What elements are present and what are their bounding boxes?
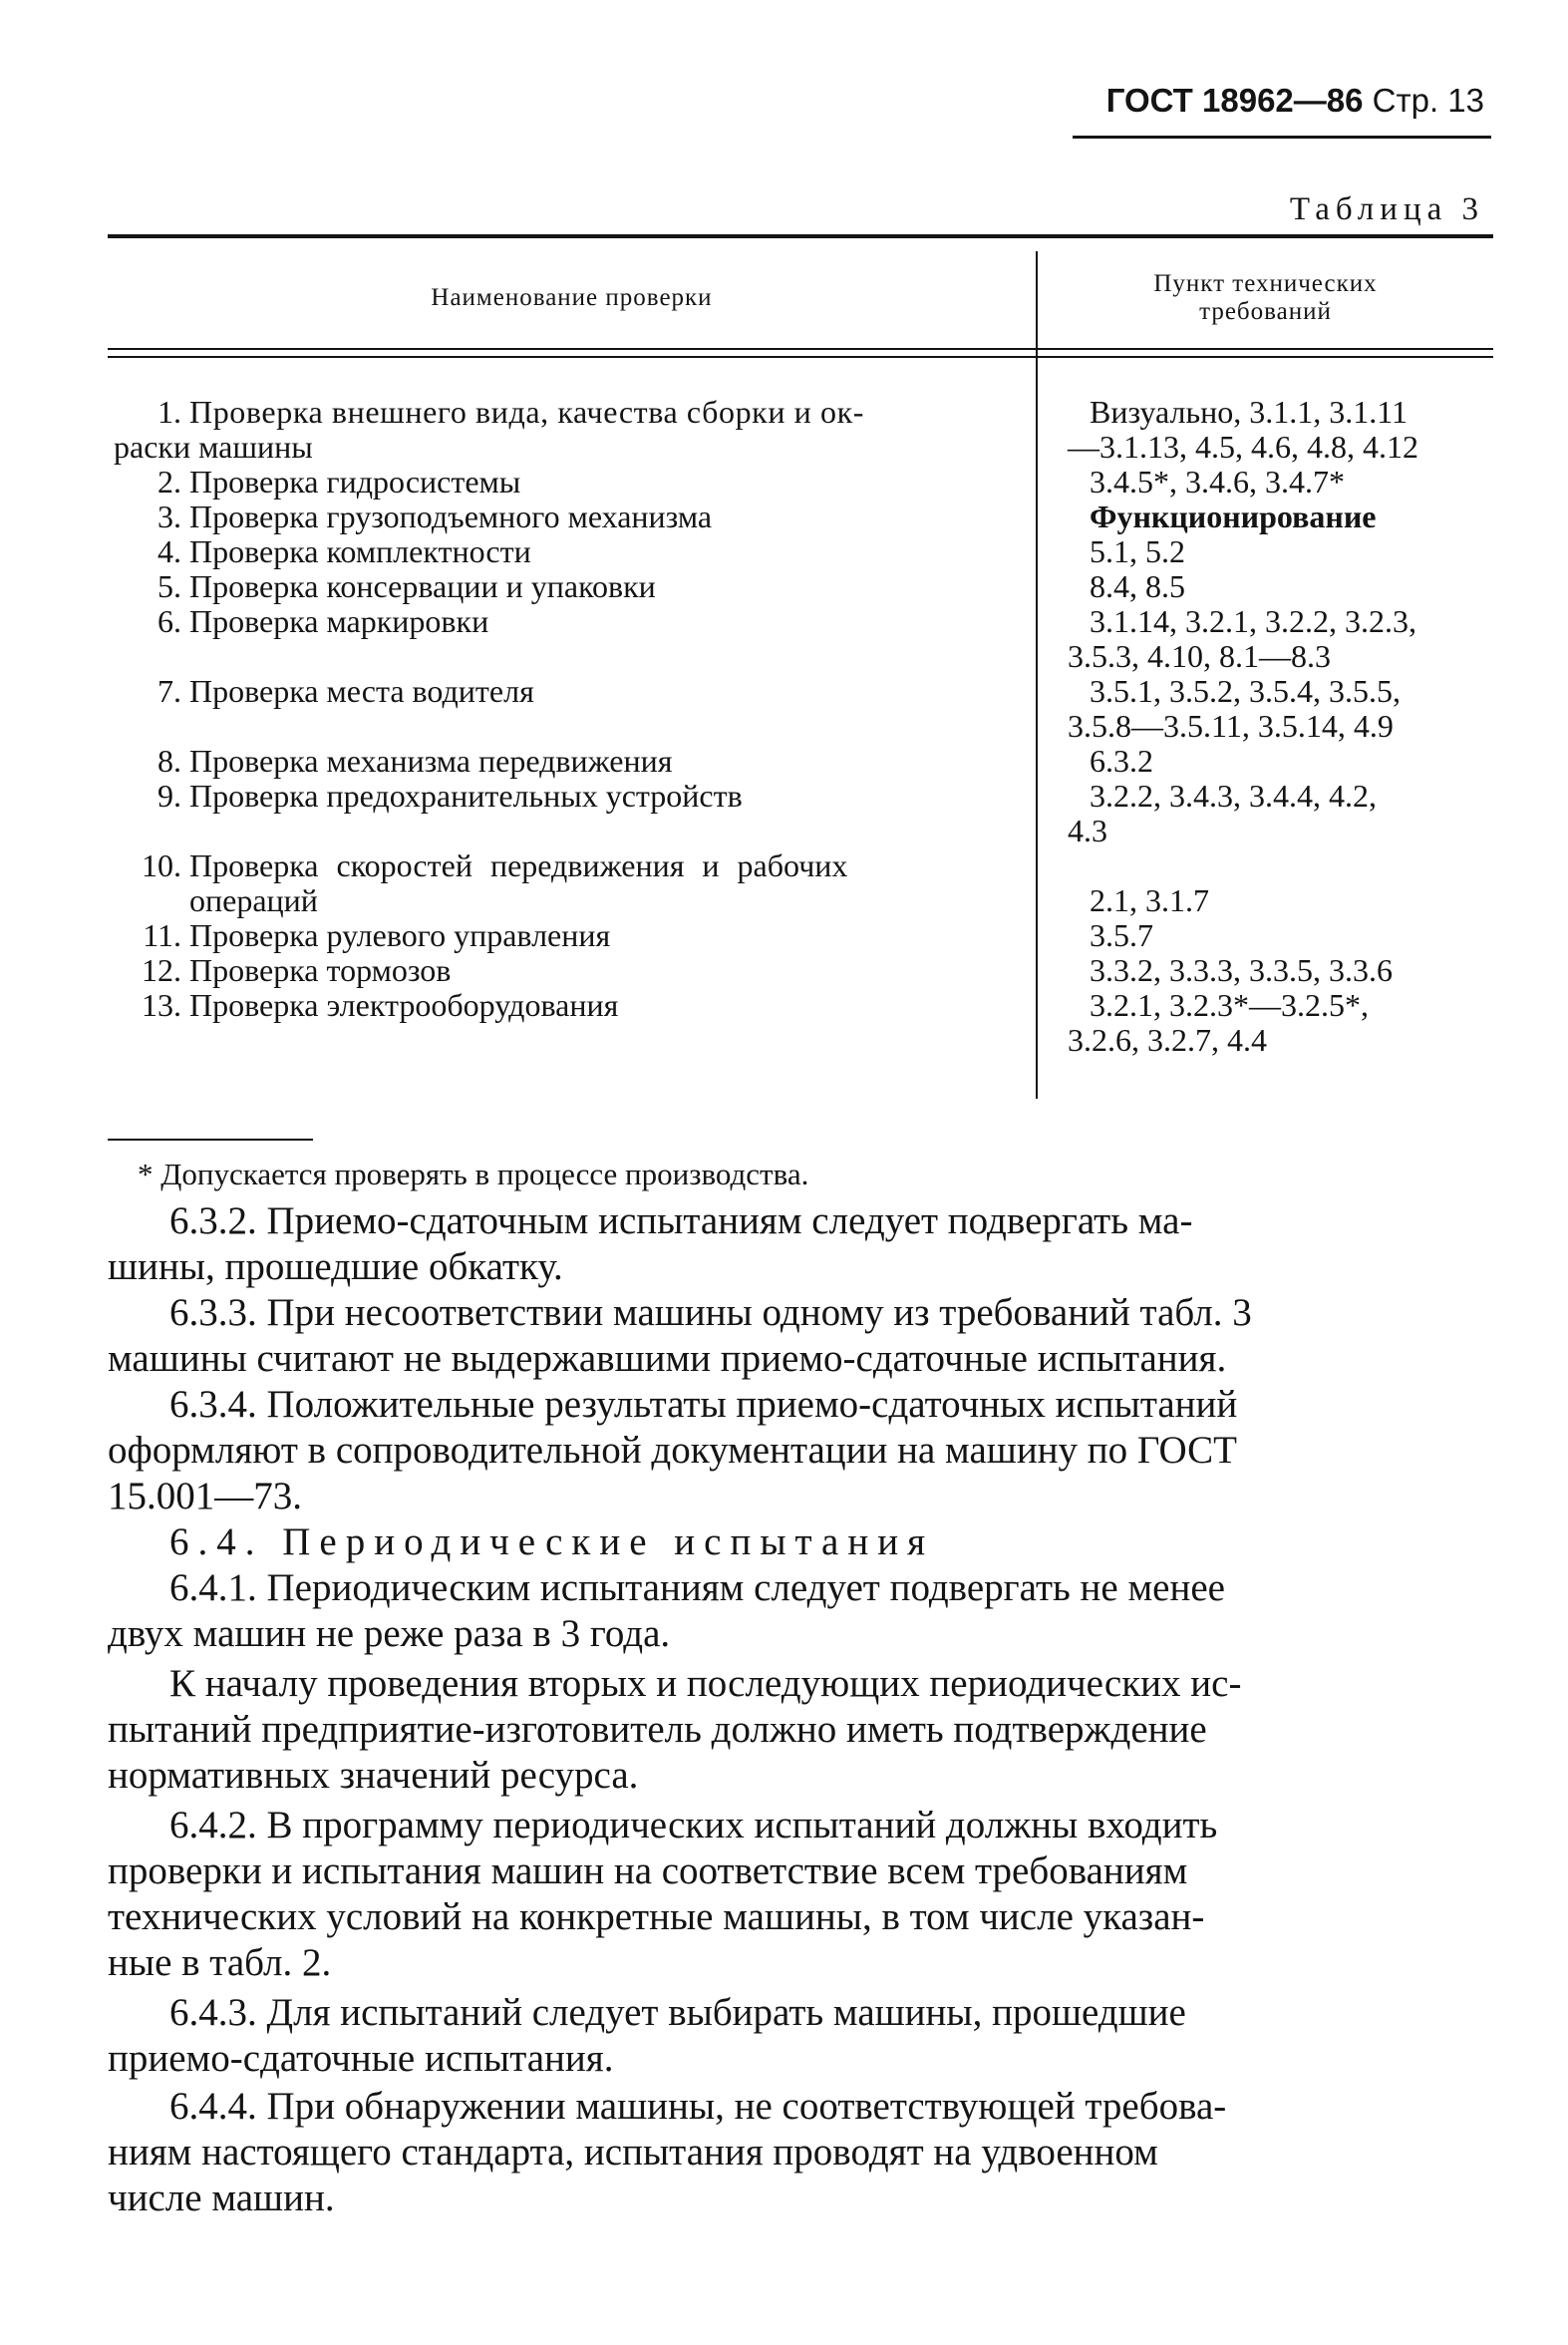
row-text-continued: раски машины xyxy=(114,429,313,465)
row-text: Проверка электрооборудования xyxy=(189,987,619,1023)
row-number: 11. xyxy=(143,917,181,953)
row-text: Проверка предохранительных устройств xyxy=(189,778,743,814)
reference-line: 3.1.14, 3.2.1, 3.2.2, 3.2.3, xyxy=(1090,603,1416,639)
text-line: шины, прошедшие обкатку. xyxy=(108,1245,563,1288)
paragraph-6-4-4 xyxy=(108,2084,1479,2221)
reference-line: 3.5.1, 3.5.2, 3.5.4, 3.5.5, xyxy=(1090,673,1401,709)
text-line: 6.3.4. Положительные результаты приемо-сдаточных испытаний xyxy=(169,1383,1238,1426)
row-number: 7. xyxy=(157,673,181,709)
text-line: 6.3.2. Приемо-сдаточным испытаниям следует подвергать ма- xyxy=(169,1199,1193,1242)
text-line: ные в табл. 2. xyxy=(108,1941,332,1984)
row-text: Проверка маркировки xyxy=(189,603,489,639)
text-line: 6.4.1. Периодическим испытаниям следует подвергать не менее xyxy=(169,1566,1225,1609)
table-reference-column xyxy=(1038,0,1493,1097)
row-text: Проверка грузоподъемного механизма xyxy=(189,499,713,534)
row-number: 10. xyxy=(142,847,181,883)
text-line: нормативных значений ресурса. xyxy=(108,1754,639,1797)
text-line: оформляют в сопроводительной документации на машину по ГОСТ xyxy=(108,1429,1237,1472)
reference-line: Визуально, 3.1.1, 3.1.11 xyxy=(1090,394,1408,430)
paragraph-6-3-4 xyxy=(108,1382,1479,1519)
column-header-reference-line2: требований xyxy=(1199,298,1332,325)
row-text: Проверка рулевого управления xyxy=(189,917,611,953)
paragraph-6-4-2 xyxy=(108,1803,1479,1986)
reference-line: 3.2.2, 3.4.3, 3.4.4, 4.2, xyxy=(1090,778,1377,814)
paragraph-6-3-3 xyxy=(108,1290,1479,1382)
column-header-reference-line1: Пункт технических xyxy=(1153,270,1378,297)
row-text-continued: операций xyxy=(189,882,318,918)
reference-line: 2.1, 3.1.7 xyxy=(1090,882,1209,918)
row-number: 5. xyxy=(157,568,181,604)
row-text: Проверка тормозов xyxy=(189,952,452,988)
row-text: Проверка места водителя xyxy=(189,673,534,709)
row-number: 3. xyxy=(157,499,181,534)
section-heading-6-4 xyxy=(108,1519,1479,1565)
paragraph-6-4-1-continued xyxy=(108,1661,1479,1799)
reference-line: 8.4, 8.5 xyxy=(1090,568,1185,604)
row-text: Проверка скоростей передвижения и рабочих xyxy=(189,847,848,883)
table-row xyxy=(114,848,1031,918)
section-heading: 6.4. Периодические испытания xyxy=(169,1520,935,1563)
table-row xyxy=(114,395,1031,465)
row-number: 13. xyxy=(142,987,181,1023)
text-line: приемо-сдаточные испытания. xyxy=(108,2037,614,2080)
reference-line: —3.1.13, 4.5, 4.6, 4.8, 4.12 xyxy=(1068,429,1418,465)
text-line: технических условий на конкретные машины, в том числе указан- xyxy=(108,1895,1205,1938)
text-line: двух машин не реже раза в 3 года. xyxy=(108,1612,671,1655)
row-number: 4. xyxy=(157,533,181,569)
row-number: 9. xyxy=(157,778,181,814)
text-line: 6.3.3. При несоответствии машины одному из требований табл. 3 xyxy=(169,1291,1252,1334)
column-header-check: Наименование проверки xyxy=(431,284,713,311)
text-line: ниям настоящего стандарта, испытания проводят на удвоенном xyxy=(108,2131,1158,2174)
text-line: пытаний предприятие-изготовитель должно иметь подтверждение xyxy=(108,1708,1207,1751)
reference-line: 6.3.2 xyxy=(1090,743,1153,779)
text-line: 6.4.3. Для испытаний следует выбирать машины, прошедшие xyxy=(169,1991,1186,2034)
paragraph-6-4-1 xyxy=(108,1565,1479,1657)
row-number: 1. xyxy=(157,394,181,430)
paragraph-6-4-3 xyxy=(108,1990,1479,2082)
reference-line: Функционирование xyxy=(1090,499,1377,534)
paragraph-6-3-2 xyxy=(108,1198,1479,1290)
row-text: Проверка гидросистемы xyxy=(189,464,521,500)
text-line: 6.4.2. В программу периодических испытаний должны входить xyxy=(169,1804,1218,1846)
text-line: 6.4.4. При обнаружении машины, не соответствующей требова- xyxy=(169,2085,1227,2128)
row-number: 6. xyxy=(157,603,181,639)
row-number: 2. xyxy=(157,464,181,500)
row-text: Проверка внешнего вида, качества сборки и ок- xyxy=(189,394,864,430)
standard-number: ГОСТ 18962—86 xyxy=(1105,82,1364,119)
text-line: 15.001—73. xyxy=(108,1475,302,1517)
reference-line: 3.5.7 xyxy=(1090,917,1153,953)
reference-line: 3.5.8—3.5.11, 3.5.14, 4.9 xyxy=(1068,708,1394,744)
reference-line: 4.3 xyxy=(1068,813,1107,848)
reference-line: 3.2.1, 3.2.3*—3.2.5*, xyxy=(1090,987,1369,1023)
text-line: проверки и испытания машин на соответствие всем требованиям xyxy=(108,1849,1188,1892)
row-text: Проверка консервации и упаковки xyxy=(189,568,656,604)
reference-line: 3.3.2, 3.3.3, 3.3.5, 3.3.6 xyxy=(1090,952,1393,988)
reference-line: 5.1, 5.2 xyxy=(1090,533,1185,569)
table-check-column xyxy=(114,0,1031,1097)
table-caption: Таблица 3 xyxy=(1289,191,1484,227)
row-text: Проверка комплектности xyxy=(189,533,531,569)
reference-line: 3.2.6, 3.2.7, 4.4 xyxy=(1068,1022,1267,1058)
page-number: Стр. 13 xyxy=(1372,82,1484,119)
row-text: Проверка механизма передвижения xyxy=(189,743,673,779)
text-line: К началу проведения вторых и последующих периодических ис- xyxy=(169,1662,1242,1705)
row-number: 12. xyxy=(142,952,181,988)
reference-line: 3.5.3, 4.10, 8.1—8.3 xyxy=(1068,638,1331,674)
reference-line: 3.4.5*, 3.4.6, 3.4.7* xyxy=(1090,464,1345,500)
text-line: машины считают не выдержавшими приемо-сдаточные испытания. xyxy=(108,1337,1227,1380)
text-line: числе машин. xyxy=(108,2177,335,2219)
footnote: * Допускается проверять в процессе производства. xyxy=(138,1157,809,1191)
row-number: 8. xyxy=(157,743,181,779)
footnote-rule xyxy=(108,1139,313,1141)
